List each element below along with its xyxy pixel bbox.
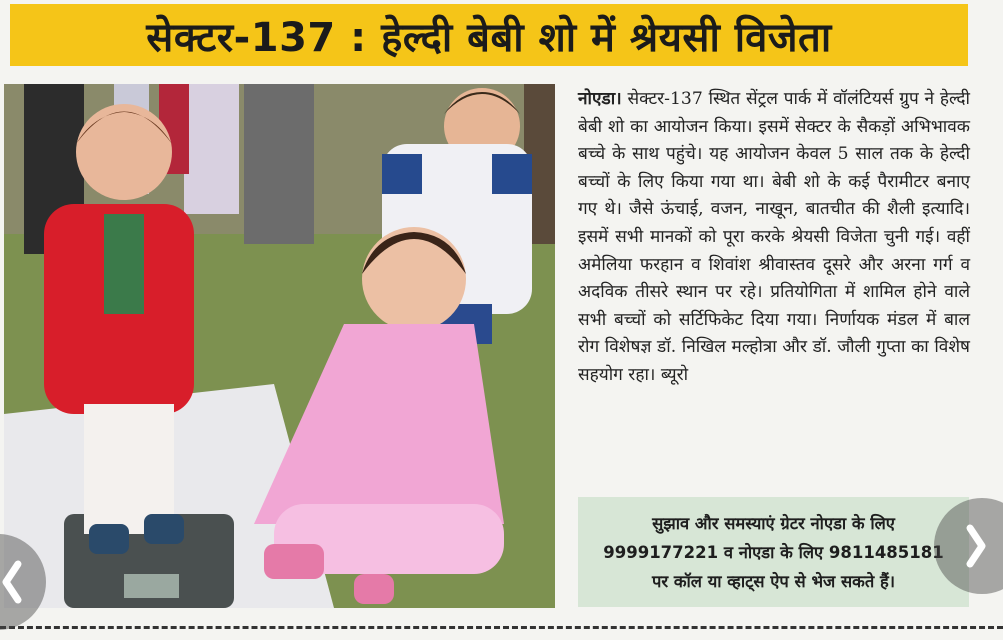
page-divider: [0, 626, 1003, 629]
previous-button[interactable]: [0, 534, 46, 630]
article-dateline: नोएडा।: [578, 89, 622, 109]
article-body: [578, 86, 970, 390]
next-button[interactable]: [934, 498, 1003, 594]
notice-line-1: सुझाव और समस्याएं ग्रेटर नोएडा के लिए: [652, 513, 895, 533]
news-photo: [4, 84, 555, 608]
chevron-right-icon: [934, 498, 1003, 594]
headline: सेक्टर-137 : हेल्दी बेबी शो में श्रेयसी विजेता: [10, 4, 968, 66]
notice-box: [578, 497, 969, 607]
article-text: सेक्टर-137 स्थित सेंट्रल पार्क में वॉलंटियर्स ग्रुप ने हेल्दी बेबी शो का आयोजन किया। इसमें सेक्टर के सैकड़ों अभिभावक बच्चे के साथ पहुंचे। यह आयोजन केवल 5 साल तक के हेल्दी बच्चों के लिए किया गया था। बेबी शो के कई पैरामीटर बनाए गए थे। जैसे ऊंचाई, वजन, नाखून, बातचीत की शैली इत्यादि। इसमें सभी मानकों को पूरा करके श्रेयसी विजेता चुनी गई। वहीं अमेलिया फरहान व शिवांश श्रीवास्तव दूसरे और अरना गर्ग व अदविक तीसरे स्थान पर रहे। प्रतियोगिता में शामिल होने वाले सभी बच्चों को सर्टिफिकेट दिया गया। निर्णायक मंडल में बाल रोग विशेषज्ञ डॉ. निखिल मल्होत्रा और डॉ. जौली गुप्ता का विशेष सहयोग रहा। ब्यूरो: [578, 89, 970, 385]
notice-line-3: पर कॉल या व्हाट्स ऐप से भेज सकते हैं।: [651, 571, 896, 591]
chevron-left-icon: [0, 534, 46, 630]
notice-line-2: 9999177221 व नोएडा के लिए 9811485181: [603, 542, 944, 562]
